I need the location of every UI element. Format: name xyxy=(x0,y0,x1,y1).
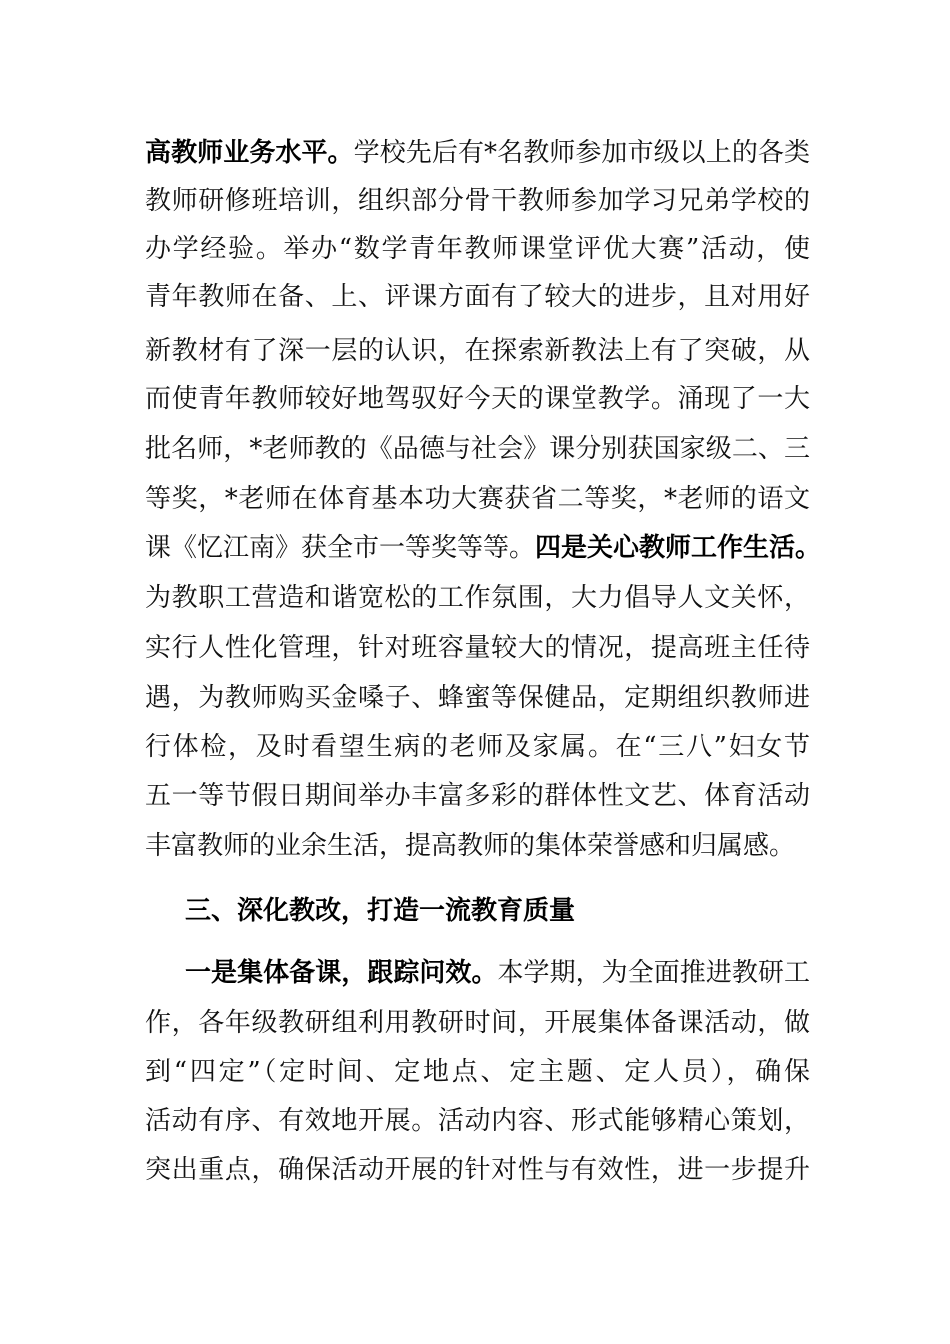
para2-line-1 xyxy=(185,949,810,997)
text-line-3: 办学经验。举办“数学青年教师课堂评优大赛”活动，使 xyxy=(145,234,810,264)
para2-line-2: 作，各年级教研组利用教研时间，开展集体备课活动，做 xyxy=(145,1008,810,1038)
text-line-10: 为教职工营造和谐宽松的工作氛围，大力倡导人文关怀， xyxy=(145,583,810,613)
text-line-12: 遇，为教师购买金嗓子、蜂蜜等保健品，定期组织教师进 xyxy=(145,683,810,713)
line-text: 学校先后有*名教师参加市级以上的各类 xyxy=(353,138,810,168)
para2-line-5: 突出重点，确保活动开展的针对性与有效性，进一步提升 xyxy=(145,1155,810,1185)
text-line-2: 教师研修班培训，组织部分骨干教师参加学习兄弟学校的 xyxy=(145,186,810,216)
para2-line-3: 到“四定”（定时间、定地点、定主题、定人员），确保 xyxy=(145,1057,810,1087)
line-text: 课《忆江南》获全市一等奖等等。 xyxy=(145,533,536,563)
bold-phrase: 高教师业务水平。 xyxy=(145,138,354,168)
text-line-5: 新教材有了深一层的认识，在探索新教法上有了突破，从 xyxy=(145,336,810,366)
line-text: 本学期，为全面推进教研工 xyxy=(497,958,810,988)
text-line-8: 等奖，*老师在体育基本功大赛获省二等奖，*老师的语文 xyxy=(145,484,810,514)
text-line-14: 五一等节假日期间举办丰富多彩的群体性文艺、体育活动 xyxy=(145,781,810,811)
text-line-9 xyxy=(145,524,822,572)
text-line-1 xyxy=(145,129,810,177)
bold-phrase: 一是集体备课，跟踪问效。 xyxy=(185,958,498,988)
para2-line-4: 活动有序、有效地开展。活动内容、形式能够精心策划， xyxy=(145,1106,810,1136)
text-line-13: 行体检，及时看望生病的老师及家属。在“三八”妇女节 xyxy=(145,732,810,762)
section-heading: 三、深化教改，打造一流教育质量 xyxy=(185,896,576,926)
text-line-7: 批名师，*老师教的《品德与社会》课分别获国家级二、三 xyxy=(145,434,810,464)
text-line-6: 而使青年教师较好地驾驭好今天的课堂教学。涌现了一大 xyxy=(145,384,810,414)
text-line-4: 青年教师在备、上、评课方面有了较大的进步，且对用好 xyxy=(145,282,810,312)
bold-phrase: 四是关心教师工作生活。 xyxy=(535,533,822,563)
text-line-11: 实行人性化管理，针对班容量较大的情况，提高班主任待 xyxy=(145,633,810,663)
text-line-15: 丰富教师的业余生活，提高教师的集体荣誉感和归属感。 xyxy=(145,831,796,861)
